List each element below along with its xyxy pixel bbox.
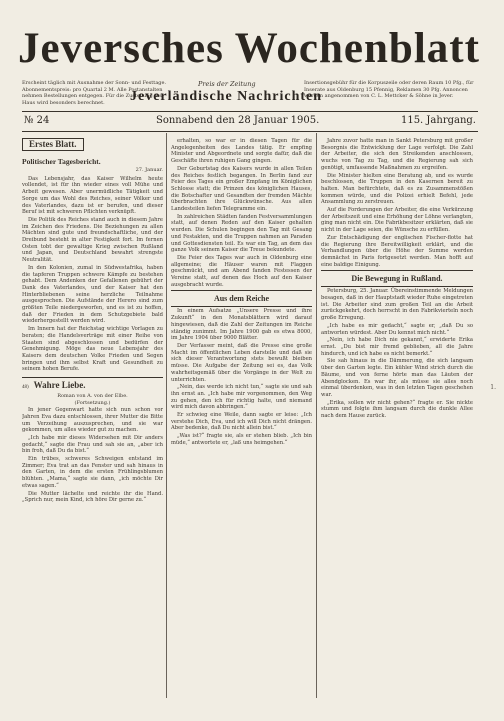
rule-top xyxy=(22,111,478,112)
article-paragraph: Petersburg, 25. Januar. Übereinstimmende Meldungen besagen, daß in der Hauptstadt wieder Ruhe eingetreten ist. Die Arbeiter sind zum großen Teil an die Arbeit zurückgekehrt, doch herrscht in den Fabrikvierteln noch große Erregung. xyxy=(321,288,473,322)
article-paragraph: In zahlreichen Städten fanden Festversammlungen statt, auf denen Reden auf den Kaiser gehalten wurden. Die Schulen begingen den Tag mit Gesang und Festakten, und die Truppen nahmen an Paraden und Gottesdiensten teil. Es war ein Tag, an dem das ganze Volk seinem Kaiser die Treue bekundete. xyxy=(171,213,312,254)
serial-number: 48) xyxy=(22,385,29,391)
article-paragraph: „Nein, ich habe Dich nie gekannt,“ erwiderte Erika ernst. „Du bist mir fremd geblieben, all die Jahre hindurch, und ich habe es nicht bemerkt.“ xyxy=(321,337,473,357)
column-rule-1 xyxy=(166,133,167,698)
column-3 xyxy=(321,138,473,694)
article-paragraph: „Ich habe es mir gedacht,“ sagte er, „daß Du so antworten würdest. Aber Du kennst mich nicht.“ xyxy=(321,322,473,336)
article-paragraph: Er schwieg eine Weile, dann sagte er leise: „Ich verstehe Dich, Eva, und ich will Dich nicht drängen. Aber bedenke, daß Du nicht allein bist.“ xyxy=(171,412,312,432)
article-paragraph: „Nein, das werde ich nicht tun,“ sagte sie und sah ihn ernst an. „Ich habe mir vorgenommen, den Weg zu gehen, den ich für richtig halte, und niemand wird mich davon abbringen.“ xyxy=(171,384,312,411)
masthead-subtitle: Jeverländische Nachrichten xyxy=(130,89,323,104)
serial-byline: Roman von A. von der Elbe. xyxy=(57,393,128,400)
article-paragraph: Die Minister hielten eine Beratung ab, und es wurde beschlossen, die Truppen in den Kasernen bereit zu halten. Man befürchtete, daß es zu Zusammenstößen kommen würde, und die Polizei erhielt Befehl, jede Ansammlung zu zerstreuen. xyxy=(321,172,473,206)
serial-paragraph: Die Mutter lächelte und reichte ihr die Hand. „Sprich nur, mein Kind, ich höre Dir gerne zu.“ xyxy=(22,490,163,504)
serial-paragraph: „Ich habe mir dieses Widersehen mit Dir anders gedacht,“ sagte die Frau und sah sie an, „aber ich bin froh, daß Du da bist.“ xyxy=(22,434,163,455)
report-date: 27. Januar. xyxy=(135,167,163,173)
page-number: 1. xyxy=(490,384,496,391)
headline-russia: Die Bewegung in Rußland. xyxy=(321,270,473,287)
article-paragraph: Auf die Forderungen der Arbeiter, die eine Verkürzung der Arbeitszeit und eine Erhöhung der Löhne verlangten, ging man nicht ein. Die Fabrikbesitzer erklärten, daß sie nicht in der Lage seien, die Wünsche zu erfüllen. xyxy=(321,207,473,234)
article-paragraph: erhalten, so war er in diesen Tagen für die Angelegenheiten des Landes tätig. Er empfing Minister und Abgeordnete und sorgte dafür, daß die Geschäfte ihren ruhigen Gang gingen. xyxy=(171,138,312,165)
article-paragraph: Zur Entschädigung der englischen Fischer-flotte hat die Regierung ihre Bereitwilligkeit erklärt, und die Verhandlungen über die Höhe der Summe werden demnächst in Paris fortgesetzt werden. Man hofft auf eine baldige Einigung. xyxy=(321,234,473,268)
serial-title: Wahre Liebe. xyxy=(33,380,86,391)
issue-number: № 24 xyxy=(24,115,50,126)
dateline xyxy=(22,115,478,129)
section-heading: Politischer Tagesbericht. xyxy=(22,157,101,166)
article-paragraph: Jahre zuvor hatte man in Sankt Petersburg mit großer Besorgnis die Entwicklung der Lage verfolgt. Die Zahl der Arbeiter, die sich den Streikenden anschlossen, wuchs von Tag zu Tag, und die Regierung sah sich genötigt, umfassende Maßnahmen zu ergreifen. xyxy=(321,138,473,171)
masthead-mid: Preis der Zeitung xyxy=(198,80,256,88)
serial-continuation: (Fortsetzung.) xyxy=(74,400,111,407)
article-paragraph: Der Geburtstag des Kaisers wurde in allen Teilen des Reiches festlich begangen. In Berlin fand zur Feier des Tages ein großer Empfang im Königlichen Schlosse statt; die Prinzen des königlichen Hauses, die Botschafter und Gesandten der fremden Mächte überbrachten ihre Glückwünsche. Aus allen Landesteilen liefen Telegramme ein. xyxy=(171,165,312,213)
rule-bottom xyxy=(22,131,478,132)
article-paragraph: In den Kolonien, zumal in Südwestafrika, haben die tapferen Truppen schwere Kämpfe zu bestehen gehabt. Dem Andenken der Gefallenen gebührt der Dank des Vaterlandes, und der Kaiser hat den Hinterbliebenen seine herzliche Teilnahme ausgesprochen. Die Aufstände der Herero sind zum größten Teile niedergeworfen, und es ist zu hoffen, daß der Frieden in dem Schutzgebiete bald wiederhergestellt werden wird. xyxy=(22,264,163,325)
subscription-info: Erscheint täglich mit Ausnahme der Sonn- und Festtage. Abonnementspreis: pro Quartal 2 M. Alle Postanstalten nehmen Bestellungen entgegen. Für die Zustellung ins Haus wird besonders berechnet. xyxy=(22,80,167,106)
article-paragraph: Der Verfasser meint, daß die Presse eine große Macht im öffentlichen Leben darstelle und daß sie sich dieser Verantwortung stets bewußt bleiben müsse. Die Aufgabe der Zeitung sei es, das Volk wahrheitsgemäß über die Vorgänge in der Welt zu unterrichten. xyxy=(171,342,312,383)
volume: 115. Jahrgang. xyxy=(400,115,476,126)
edition-label: Erstes Blatt. xyxy=(22,138,84,151)
column-1 xyxy=(22,138,163,694)
article-paragraph: Die Politik des Reiches stand auch in diesem Jahre im Zeichen des Friedens. Die Beziehungen zu allen Mächten sind gute und freundschaftliche, und der Dreibund besteht in alter Festigkeit fort. Im fernen Osten tobt der gewaltige Krieg zwischen Rußland und Japan, und Deutschland bewahrt strengste Neutralität. xyxy=(22,216,163,264)
section-heading-reich: Aus dem Reiche xyxy=(171,290,312,307)
article-paragraph: In einem Aufsatze „Unsere Presse und ihre Zukunft“ in den Monatsblättern wird darauf hingewiesen, daß die Zahl der Zeitungen im Reiche ständig zunimmt. Im Jahre 1900 gab es etwa 8000, im Jahre 1904 über 9000 Blätter. xyxy=(171,308,312,342)
serial-divider xyxy=(22,377,163,378)
column-rule-2 xyxy=(316,133,317,698)
serial-paragraph: In jener Gegenwart hatte sich nun schon vor Jahren Eva dazu entschlossen, ihrer Mutter die Bitte um Verzeihung auszusprechen, und sie war gekommen, um alles wieder gut zu machen. xyxy=(22,407,163,434)
masthead-title: Jeversches Wochenblatt xyxy=(18,25,480,72)
serial-paragraph: Ein trübes, schweres Schweigen entstand im Zimmer; Eva trat an das Fenster und sah hinaus in den Garten, in dem die ersten Frühlingsblumen blühten. „Mama,“ sagte sie dann, „ich möchte Dir etwas sagen.“ xyxy=(22,456,163,489)
article-paragraph: Das Lebensjahr, das Kaiser Wilhelm heute vollendet, ist für ihn wieder eines voll Mühe und Arbeit gewesen. Aber unermüdliche Tätigkeit und Sorge um das Wohl des Reiches, seiner Völker und des Vaterlandes, dazu ist er berufen, und dieser Beruf ist mit schweren Pflichten verknüpft. xyxy=(22,175,163,216)
issue-date: Sonnabend den 28 Januar 1905. xyxy=(156,115,320,126)
serial-header xyxy=(22,380,163,393)
article-paragraph: „Was ist?“ fragte sie, als er stehen blieb. „Ich bin müde,“ antwortete er, „laß uns heimgehen.“ xyxy=(171,433,312,446)
article-paragraph: Die Feier des Tages war auch in Oldenburg eine allgemeine; die Häuser waren mit Flaggen geschmückt, und am Abend fanden Festessen der Vereine statt, auf denen das Hoch auf den Kaiser ausgebracht wurde. xyxy=(171,254,312,288)
article-paragraph: Sie sah hinaus in die Dämmerung, die sich langsam über den Garten legte. Ein kühler Wind strich durch die Bäume, und von ferne hörte man das Läuten der Abendglocken. Es war ihr, als müsse sie alles noch einmal überdenken, was in den letzten Tagen geschehen war. xyxy=(321,358,473,398)
article-paragraph: Im Innern hat der Reichstag wichtige Vorlagen zu beraten; die Handelsverträge mit einer Reihe von Staaten sind abgeschlossen und bedürfen der Genehmigung. Möge das neue Lebensjahr des Kaisers dem deutschen Volke Frieden und Segen bringen und ihm selbst Kraft und Gesundheit zu seinem hohen Berufe. xyxy=(22,326,163,373)
insertion-info: Insertionsgebühr für die Korpuszeile oder deren Raum 10 Pfg., für Inserate aus Oldenburg 15 Pfennig, Reklamen 30 Pfg. Annoncen werden angenommen von C. L. Mettcker & Söhne in Jever. xyxy=(304,80,474,99)
column-2 xyxy=(171,138,312,694)
article-paragraph: „Erika, sollen wir nicht gehen?“ fragte er. Sie nickte stumm und folgte ihm langsam durch die dunkle Allee nach dem Hause zurück. xyxy=(321,399,473,420)
